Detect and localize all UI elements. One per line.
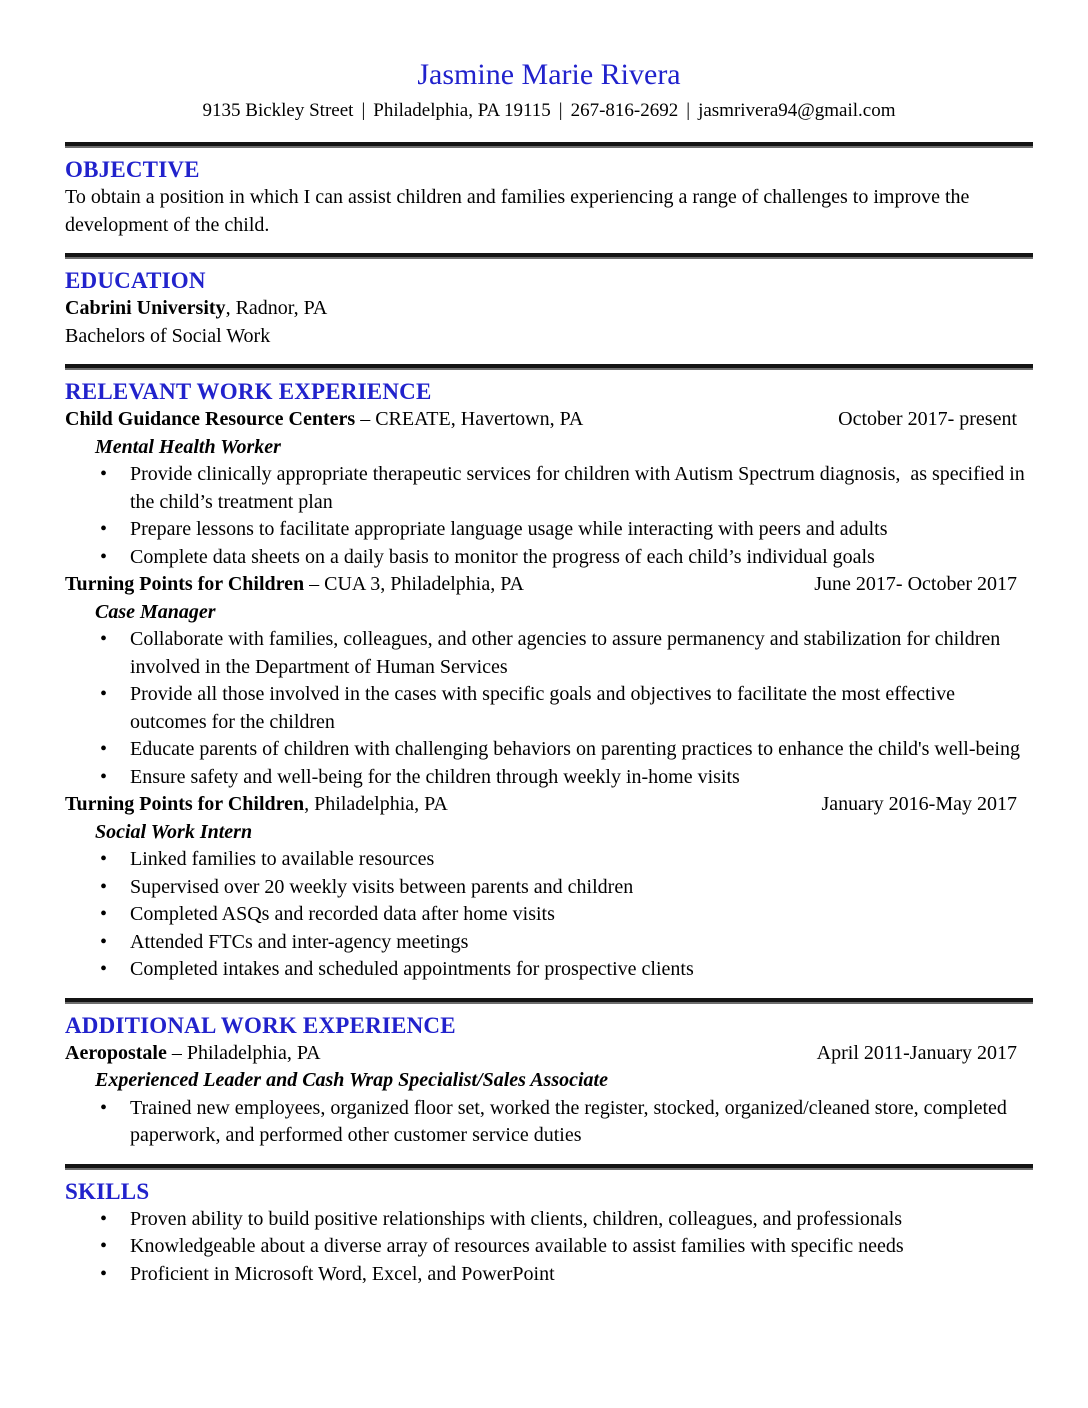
list-item [65,929,1033,957]
objective-heading: OBJECTIVE [65,157,200,182]
contact-separator: | [686,100,691,121]
job-company: Turning Points for Children [65,573,305,595]
list-item [65,901,1033,929]
list-item [65,1261,1033,1289]
job-company-line [65,406,583,434]
section-objective [65,156,1033,239]
education-school-line [65,295,1033,323]
bullet-marker: • [100,545,108,568]
bullet-marker: • [100,1235,108,1257]
job-entry [65,791,1033,984]
contact-address: 9135 Bickley Street [202,100,354,121]
bullet-text: Proficient in Microsoft Word, Excel, and PowerPoint [130,1262,555,1285]
job-company-line [65,571,524,599]
bullet-marker: • [100,683,108,705]
section-education [65,267,1033,350]
job-bullets [65,626,1033,791]
bullet-marker: • [100,1207,108,1230]
list-item [65,516,1033,544]
bullet-marker: • [100,903,108,925]
job-header [65,406,1033,434]
list-item [65,1233,1033,1261]
bullet-marker: • [100,930,108,953]
contact-separator: | [361,100,366,121]
bullet-marker: • [100,628,108,650]
resume-header [65,56,1033,126]
job-bullets [65,846,1033,984]
job-dates: June 2017- October 2017 [814,573,1017,595]
job-location: – CUA 3, Philadelphia, PA [304,573,524,595]
section-divider [65,1164,1033,1170]
bullet-text: Completed intakes and scheduled appointments for prospective clients [130,958,694,980]
section-skills [65,1178,1033,1289]
job-location: – CREATE, Havertown, PA [355,408,584,430]
job-location: – Philadelphia, PA [166,1041,321,1064]
list-item [65,681,1033,736]
job-entry [65,406,1033,571]
section-additional-experience [65,1012,1033,1150]
job-location: , Philadelphia, PA [304,793,448,815]
job-title: Experienced Leader and Cash Wrap Specialist/Sales Associate [95,1069,608,1091]
list-item [65,461,1033,516]
list-item [65,956,1033,984]
bullet-text: Prepare lessons to facilitate appropriate language usage while interacting with peers and adults [130,518,888,540]
list-item [65,626,1033,681]
objective-text: To obtain a position in which I can assist children and families experiencing a range of challenges to improve the development of the child. [65,186,970,236]
bullet-marker: • [100,848,108,870]
job-title: Social Work Intern [95,820,253,843]
bullet-text: Ensure safety and well-being for the children through weekly in-home visits [130,765,740,788]
list-item [65,1206,1033,1234]
job-entry [65,571,1033,791]
skills-bullets [65,1206,1033,1289]
job-entry [65,1040,1033,1150]
job-bullets [65,1095,1033,1150]
job-company: Turning Points for Children [65,793,305,815]
bullet-text: Linked families to available resources [130,848,435,870]
person-name: Jasmine Marie Rivera [417,58,681,91]
bullet-text: Educate parents of children with challenging behaviors on parenting practices to enhance the child's well-being [130,738,1020,760]
additional-experience-heading: ADDITIONAL WORK EXPERIENCE [65,1012,456,1038]
job-header [65,571,1033,599]
section-relevant-experience [65,378,1033,984]
bullet-text: Supervised over 20 weekly visits between parents and children [130,875,634,898]
job-dates: January 2016-May 2017 [821,793,1017,815]
contact-separator: | [558,100,563,121]
bullet-marker: • [100,518,108,540]
list-item [65,736,1033,764]
bullet-text: Complete data sheets on a daily basis to monitor the progress of each child’s individual goals [130,545,875,568]
education-heading: EDUCATION [65,268,206,293]
job-dates: October 2017- present [838,408,1017,430]
bullet-marker: • [100,1262,108,1285]
job-dates: April 2011-January 2017 [816,1041,1017,1064]
section-divider [65,364,1033,370]
list-item [65,874,1033,902]
contact-email: jasmrivera94@gmail.com [698,100,896,121]
bullet-marker: • [100,738,108,760]
list-item [65,1095,1033,1150]
education-location: , Radnor, PA [225,297,328,319]
job-header [65,791,1033,819]
bullet-text: Trained new employees, organized floor set, worked the register, stocked, organized/cleaned store, completed paperwork, and performed other customer service duties [130,1096,1012,1146]
bullet-text: Provide clinically appropriate therapeutic services for children with Autism Spectrum diagnosis, as specified in the child’s treatment plan [130,463,1030,513]
job-company: Child Guidance Resource Centers [65,408,356,430]
bullet-text: Proven ability to build positive relationships with clients, children, colleagues, and professionals [130,1207,903,1230]
bullet-text: Knowledgeable about a diverse array of resources available to assist families with specific needs [130,1235,904,1257]
contact-phone: 267-816-2692 [570,100,679,121]
education-degree: Bachelors of Social Work [65,324,271,347]
bullet-marker: • [100,765,108,788]
bullet-marker: • [100,1096,108,1119]
bullet-text: Provide all those involved in the cases with specific goals and objectives to facilitate the most effective outcomes for the children [130,683,960,733]
job-title: Case Manager [95,600,216,623]
job-company-line [65,1040,321,1068]
relevant-experience-heading: RELEVANT WORK EXPERIENCE [65,379,432,404]
education-school: Cabrini University [65,297,226,319]
section-divider [65,142,1033,148]
bullet-marker: • [100,875,108,898]
job-company-line [65,791,448,819]
contact-city: Philadelphia, PA 19115 [373,100,551,121]
skills-heading: SKILLS [65,1178,150,1204]
list-item [65,764,1033,792]
section-divider [65,253,1033,259]
contact-line [65,96,1033,126]
bullet-text: Collaborate with families, colleagues, and other agencies to assure permanency and stabilization for children involved in the Department of Human Services [130,628,1006,678]
bullet-text: Completed ASQs and recorded data after home visits [130,903,555,925]
job-header [65,1040,1033,1068]
list-item [65,544,1033,572]
job-title: Mental Health Worker [95,435,281,458]
bullet-marker: • [100,958,108,980]
list-item [65,846,1033,874]
bullet-text: Attended FTCs and inter-agency meetings [130,930,469,953]
job-company: Aeropostale [65,1041,167,1064]
section-divider [65,998,1033,1004]
bullet-marker: • [100,463,108,485]
job-bullets [65,461,1033,571]
